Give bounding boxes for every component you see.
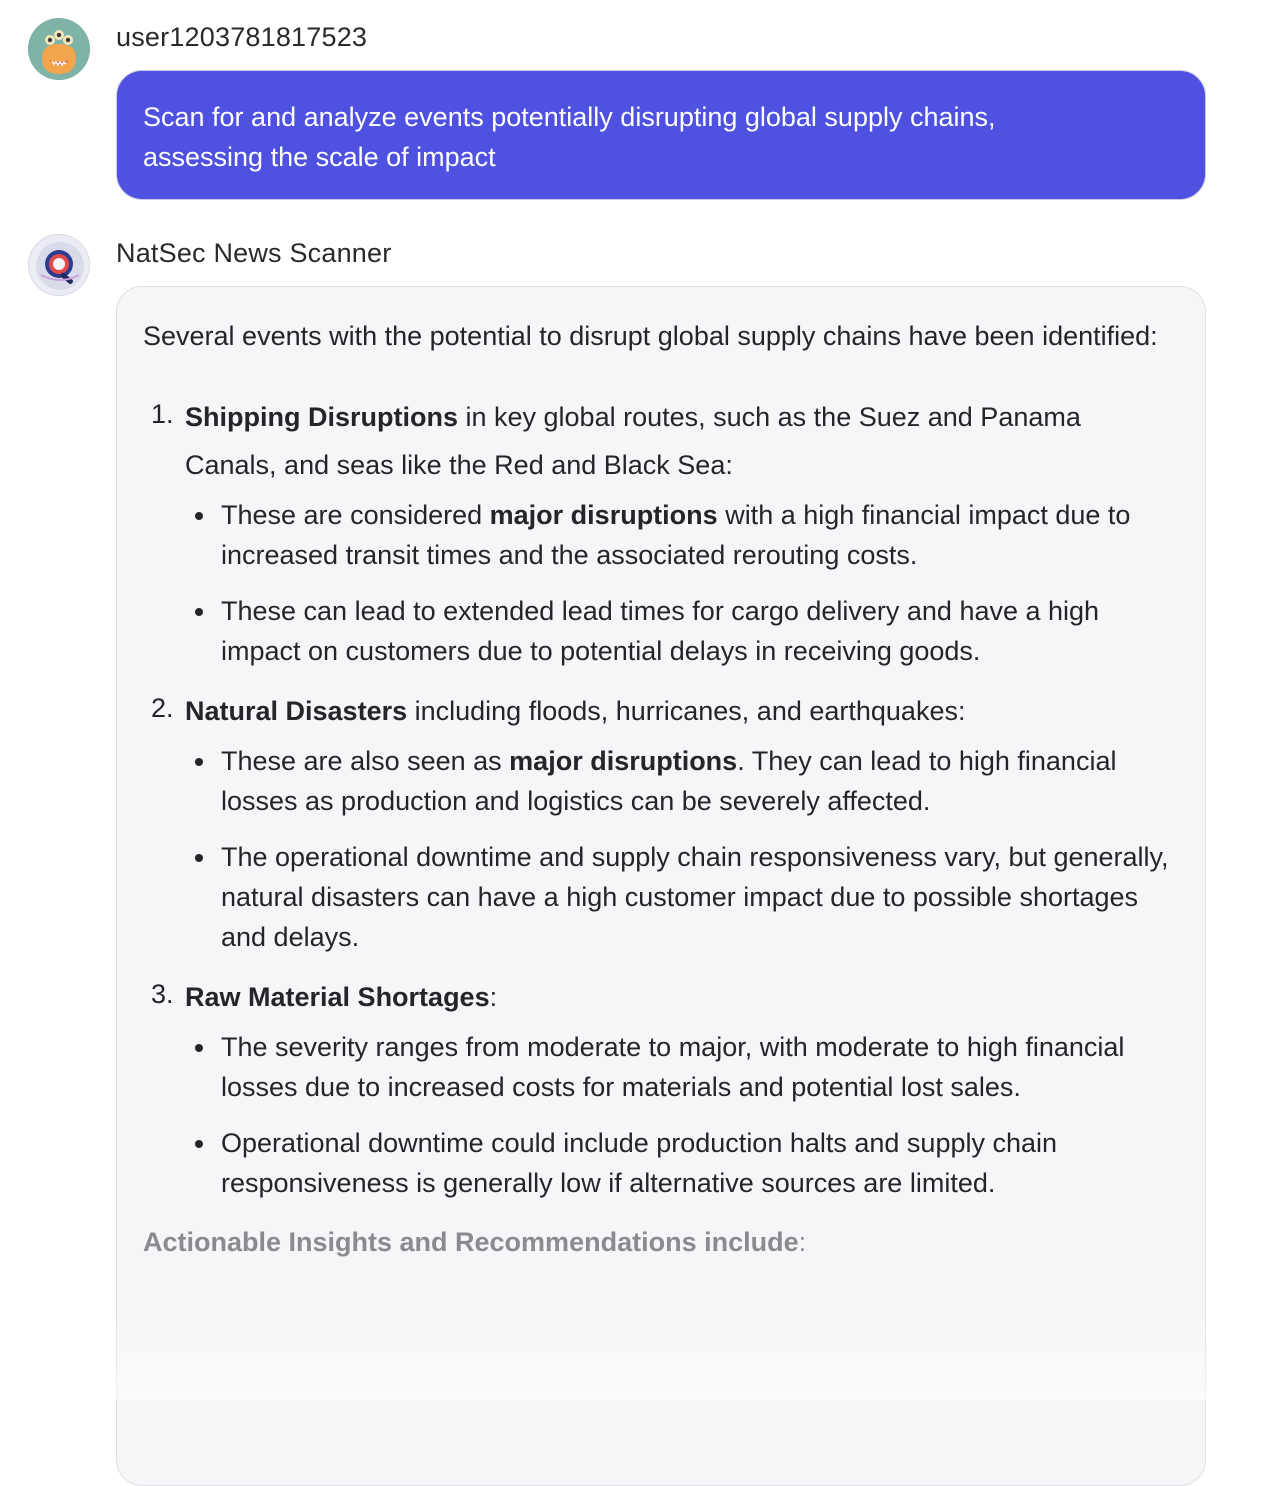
- intro-text: Several events with the potential to disrupt global supply chains have been identified:: [143, 321, 1158, 351]
- item-description: including floods, hurricanes, and earthquakes:: [407, 696, 966, 726]
- bot-name: NatSec News Scanner: [116, 238, 392, 268]
- bullet-list: [185, 1027, 1179, 1203]
- bullet-item: These can lead to extended lead times for cargo delivery and have a high impact on customers due to potential delays in receiving goods.: [185, 591, 1179, 671]
- insights-heading: Actionable Insights and Recommendations include:: [143, 1227, 807, 1257]
- events-list: [143, 393, 1179, 1203]
- bullet-item: The severity ranges from moderate to major, with moderate to high financial losses due to increased costs for materials and potential lost sales.: [185, 1027, 1179, 1107]
- user-message-bubble: [116, 70, 1206, 200]
- username: user1203781817523: [116, 22, 368, 52]
- item-title: Natural Disasters: [185, 696, 408, 726]
- item-description: :: [489, 982, 498, 1012]
- bot-message-bubble: [116, 286, 1206, 1486]
- list-item: [143, 393, 1179, 671]
- magnifier-globe-icon: [29, 235, 90, 296]
- item-title: Raw Material Shortages: [185, 982, 490, 1012]
- item-number: 3.: [151, 979, 174, 1009]
- list-item: [143, 973, 1179, 1203]
- item-title: Shipping Disruptions: [185, 402, 458, 432]
- item-number: 2.: [151, 693, 174, 723]
- item-description: in key global routes, such as the Suez and Panama Canals, and seas like the Red and Black Sea:: [185, 402, 1081, 480]
- bullet-item: Operational downtime could include production halts and supply chain responsiveness is generally low if alternative sources are limited.: [185, 1123, 1179, 1203]
- bot-message: [0, 220, 1284, 1400]
- item-number: 1.: [151, 399, 174, 429]
- bullet-item: These are also seen as major disruptions. They can lead to high financial losses as production and logistics can be severely affected.: [185, 741, 1179, 821]
- user-avatar[interactable]: [28, 18, 90, 80]
- bullet-list: [185, 495, 1179, 671]
- bot-avatar[interactable]: [28, 234, 90, 296]
- monster-icon: [28, 18, 90, 80]
- list-item: [143, 687, 1179, 957]
- bullet-item: These are considered major disruptions with a high financial impact due to increased transit times and the associated rerouting costs.: [185, 495, 1179, 575]
- bullet-list: [185, 741, 1179, 957]
- user-message: [0, 0, 1284, 210]
- bullet-item: The operational downtime and supply chain responsiveness vary, but generally, natural disasters can have a high customer impact due to possible shortages and delays.: [185, 837, 1179, 957]
- user-message-text-line2: assessing the scale of impact: [143, 142, 496, 172]
- user-message-text-line1: Scan for and analyze events potentially disrupting global supply chains,: [143, 102, 996, 132]
